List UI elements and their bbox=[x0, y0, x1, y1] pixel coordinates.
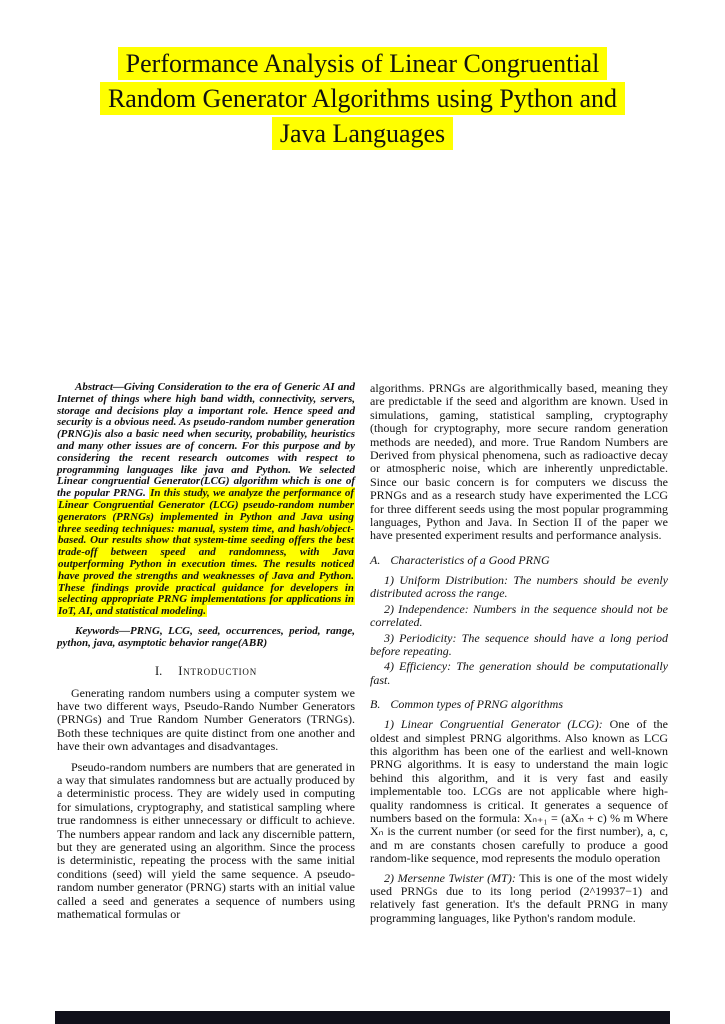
subsection-b-number: B. bbox=[370, 697, 381, 712]
item-lead: 2) Independence: bbox=[384, 601, 469, 616]
item-lead: 2) Mersenne Twister (MT): bbox=[384, 870, 516, 885]
abstract-highlighted-text: In this study, we analyze the performance of Linear Congruential Generator (LCG) pseudo-random number generators (PRNGs) implemented in Python and Java using three seeding techniques: manual, system time, and hash/object-based. Our results show that system-time seeding offers the best trade-off between speed and randomness, with Java outperforming Python in execution times. The results noticed have proved the strengths and weaknesses of Java and Python. These findings provide practical guidance for developers in selecting appropriate PRNG implementations for applications in IoT, AI, and statistical modeling. bbox=[58, 487, 354, 618]
keywords-label: Keywords— bbox=[75, 624, 130, 637]
item-lead: 3) Periodicity: bbox=[384, 630, 457, 645]
prng-characteristic-item bbox=[370, 660, 668, 687]
item-body: This is one of the most widely used PRNGs due to its long period (2^19937−1) and relatively fast generation. It's the default PRNG in many programming languages, like Python's random module. bbox=[370, 870, 669, 925]
item-body: The generation should be computationally fast. bbox=[370, 659, 669, 687]
paper-title bbox=[83, 46, 643, 151]
page-edge-bar bbox=[55, 1011, 670, 1024]
section-title: Introduction bbox=[178, 663, 258, 678]
item-body: Numbers in the sequence should not be correlated. bbox=[370, 601, 668, 630]
item-body: The numbers should be evenly distributed across the range. bbox=[370, 572, 668, 601]
continuation-paragraph: algorithms. PRNGs are algorithmically based, meaning they are predictable if the seed and algorithm are known. Used in simulations, gaming, statistical sampling, cryptography (though for cryptography, more secure random generation methods are needed), and more. True Random Numbers are Derived from physical phenomena, such as radioactive decay or atmospheric noise, which are inherently unpredictable. Since our basic concern is for computers we discuss the PRNGs and as a research study have experimented the LCG for three different seeds using the most popular programming languages, Python and Java. In Section II of the paper we have presented experiment results and performance analysis. bbox=[370, 381, 668, 543]
right-column bbox=[370, 382, 668, 928]
section-heading-introduction bbox=[57, 664, 355, 679]
prng-characteristic-item bbox=[370, 603, 668, 630]
section-number: I. bbox=[154, 663, 163, 678]
prng-characteristic-item bbox=[370, 632, 668, 659]
prng-algorithm-item bbox=[370, 872, 668, 926]
abstract-paragraph bbox=[57, 382, 355, 618]
prng-algorithm-item bbox=[370, 718, 668, 865]
abstract-text: Giving Consideration to the era of Generic AI and Internet of things where high band width, connectivity, servers, storage and decisions play a important role. Hence speed and security is a obvious need. As pseudo-random number generation (PRNG)is also a basic need when security, probability, heuristics and many other issues are of concern. For this purpose and by considering the recent research outcomes with respect to programming languages like java and Python. We selected Linear congruential Generator(LCG) algorithm which is one of the popular PRNG. bbox=[57, 381, 355, 500]
item-lead: 1) Uniform Distribution: bbox=[384, 572, 509, 587]
item-lead: 1) Linear Congruential Generator (LCG): bbox=[384, 717, 603, 732]
paper-title-text: Performance Analysis of Linear Congruential Random Generator Algorithms using Python and Java Languages bbox=[100, 47, 625, 150]
left-column bbox=[57, 382, 355, 928]
paper-title-block bbox=[0, 0, 725, 151]
abstract-label: Abstract— bbox=[75, 381, 124, 393]
intro-paragraph-2: Pseudo-random numbers are numbers that are generated in a way that simulates randomness but are actually produced by a deterministic process. They are widely used in computing for simulations, cryptography, and statistical sampling where true randomness is either unnecessary or difficult to achieve. The numbers appear random and lack any discernible pattern, but they are generated using an algorithm. Since the process is deterministic, repeating the process with the same initial conditions (seed) will yield the same sequence. A pseudo-random number generator (PRNG) starts with an initial value called a seed and generates a sequence of numbers using mathematical formulas or bbox=[57, 759, 355, 922]
keywords-paragraph bbox=[57, 626, 355, 650]
subsection-a-title: Characteristics of a Good PRNG bbox=[390, 552, 550, 567]
subsection-b-title: Common types of PRNG algorithms bbox=[390, 697, 564, 712]
subsection-a-number: A. bbox=[370, 552, 381, 567]
prng-characteristic-item bbox=[370, 574, 668, 601]
keywords-text: PRNG, LCG, seed, occurrences, period, range, python, java, asymptotic behavior range(ABR) bbox=[57, 624, 355, 649]
intro-paragraph-1: Generating random numbers using a computer system we have two different ways, Pseudo-Rando Number Generators (PRNGs) and True Random Number Generators (TRNGs). Both these techniques are quite distinct from one another and have their own advantages and disadvantages. bbox=[57, 685, 355, 754]
item-body: The sequence should have a long period before repeating. bbox=[370, 630, 668, 658]
subsection-heading-a bbox=[370, 553, 668, 568]
item-body: One of the oldest and simplest PRNG algorithms. Also known as LCG this algorithm has been one of the earliest and well-known PRNG algorithms. It is easy to understand the main logic behind this algorithm, and it is very fast and easily implementable too. LCGs are not applicable where high-quality randomness is critical. It generates a sequence of numbers based on the formula: Xₙ₊₁ = (aXₙ + c) % m Where Xₙ is the current number (or seed for the first number), a, c, and m are constants chosen carefully to produce a good random-like sequence, mod represents the modulo operation bbox=[370, 717, 668, 866]
subsection-heading-b bbox=[370, 697, 668, 712]
item-lead: 4) Efficiency: bbox=[384, 659, 452, 674]
two-column-body bbox=[57, 382, 668, 928]
